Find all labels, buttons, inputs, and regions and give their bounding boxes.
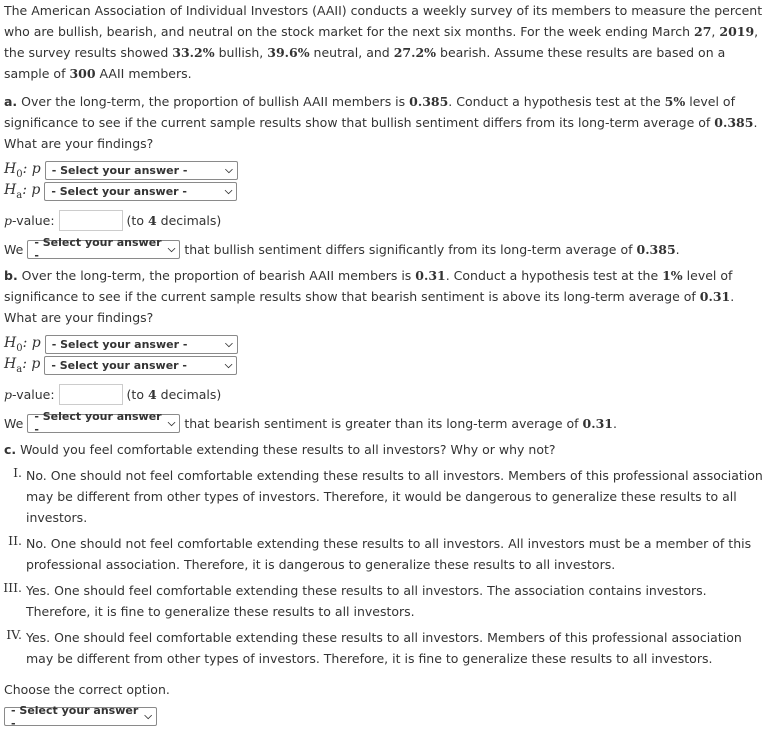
chevron-down-icon: ⌵ <box>167 417 176 429</box>
we-label: We <box>4 415 24 431</box>
part-b-conclusion-select[interactable]: - Select your answer - ⌵ <box>27 414 180 433</box>
option-ii <box>4 533 763 575</box>
part-b-conclusion-row <box>4 411 763 435</box>
part-c-question: c. Would you feel comfortable extending these results to all investors? Why or why not? <box>4 442 556 457</box>
option-text: No. One should not feel comfortable extending these results to all investors. Members of this professional association may be different from other types of investors. Therefore, it would be dangerous to generalize these results to all investors. <box>26 468 763 525</box>
part-a-conclusion-text: that bullish sentiment differs significantly from its long-term average of 0.385. <box>184 241 680 257</box>
option-number: III. <box>3 580 22 595</box>
chevron-down-icon: ⌵ <box>144 711 152 722</box>
part-a-ha-row <box>4 181 763 202</box>
chevron-down-icon: ⌵ <box>224 360 233 371</box>
option-text: Yes. One should feel comfortable extending these results to all investors. The association contains investors. Therefore, it is fine to generalize these results to all investors. <box>26 583 707 619</box>
decimals-note: (to 4 decimals) <box>126 213 222 228</box>
part-b-pvalue-row <box>4 382 763 407</box>
part-b-h0-row <box>4 334 763 355</box>
option-number: II. <box>8 533 22 548</box>
pvalue-p: p <box>4 213 13 228</box>
part-c-options <box>4 465 763 669</box>
option-iv <box>4 627 763 669</box>
part-c-select-row <box>4 703 763 730</box>
part-b-conclusion-text: that bearish sentiment is greater than its long-term average of 0.31. <box>184 415 617 431</box>
h0-label: $H_0$: p <box>4 335 41 354</box>
ha-label: $H_a$: p <box>4 182 41 201</box>
intro-paragraph: The American Association of Individual Investors (AAII) conducts a weekly survey of its members to measure the percent who are bullish, bearish, and neutral on the stock market for the next six months. For the week ending March 27, 2019, the survey results showed 33.2% bullish, 39.6% neutral, and 27.2% bearish. Assume these results are based on a sample of 300 AAII members. <box>4 3 763 81</box>
part-a-conclusion-select[interactable]: - Select your answer - ⌵ <box>27 240 180 259</box>
pvalue-label: -value: <box>12 213 55 228</box>
part-b-pvalue-input[interactable] <box>59 384 123 405</box>
part-b-question: b. Over the long-term, the proportion of bearish AAII members is 0.31. Conduct a hypothesis test at the 1% level of significance to see if the current sample results show that bearish sentiment is above its long-term average of 0.31. What are your findings? <box>4 268 735 325</box>
part-a-question: a. Over the long-term, the proportion of bullish AAII members is 0.385. Conduct a hypothesis test at the 5% level of significance to see if the current sample results show that bullish sentiment differs from its long-term average of 0.385. What are your findings? <box>4 94 758 151</box>
option-number: I. <box>13 465 22 480</box>
option-iii <box>4 580 763 622</box>
ha-label: $H_a$: p <box>4 356 41 375</box>
option-text: Yes. One should feel comfortable extending these results to all investors. Members of this professional association may be different from other types of investors. Therefore, it is fine to generalize these results to all investors. <box>26 630 742 666</box>
part-a-h0-row <box>4 160 763 181</box>
part-a-pvalue-input[interactable] <box>59 210 123 231</box>
chevron-down-icon: ⌵ <box>225 339 233 350</box>
part-a-pvalue-row <box>4 208 763 233</box>
part-b-ha-select[interactable]: - Select your answer - ⌵ <box>44 356 237 375</box>
option-text: No. One should not feel comfortable extending these results to all investors. All investors must be a member of this professional association. Therefore, it is dangerous to generalize these results to all investors. <box>26 536 752 572</box>
part-a-ha-select[interactable]: - Select your answer - ⌵ <box>44 182 237 201</box>
chevron-down-icon: ⌵ <box>225 165 233 176</box>
part-b-h0-select[interactable]: - Select your answer - ⌵ <box>45 335 238 354</box>
part-a-h0-select[interactable]: - Select your answer - ⌵ <box>45 161 238 180</box>
h0-label: $H_0$: p <box>4 161 41 180</box>
part-c-select[interactable]: - Select your answer - ⌵ <box>4 707 157 726</box>
part-b-ha-row <box>4 355 763 376</box>
pvalue-label: -value: <box>12 387 55 402</box>
option-number: IV. <box>6 627 22 642</box>
choose-option-label: Choose the correct option. <box>4 682 170 697</box>
chevron-down-icon: ⌵ <box>224 186 233 197</box>
pvalue-p: p <box>4 387 13 402</box>
chevron-down-icon: ⌵ <box>167 243 176 255</box>
option-i <box>4 465 763 528</box>
part-a-conclusion-row <box>4 237 763 261</box>
we-label: We <box>4 241 24 257</box>
decimals-note: (to 4 decimals) <box>126 387 222 402</box>
